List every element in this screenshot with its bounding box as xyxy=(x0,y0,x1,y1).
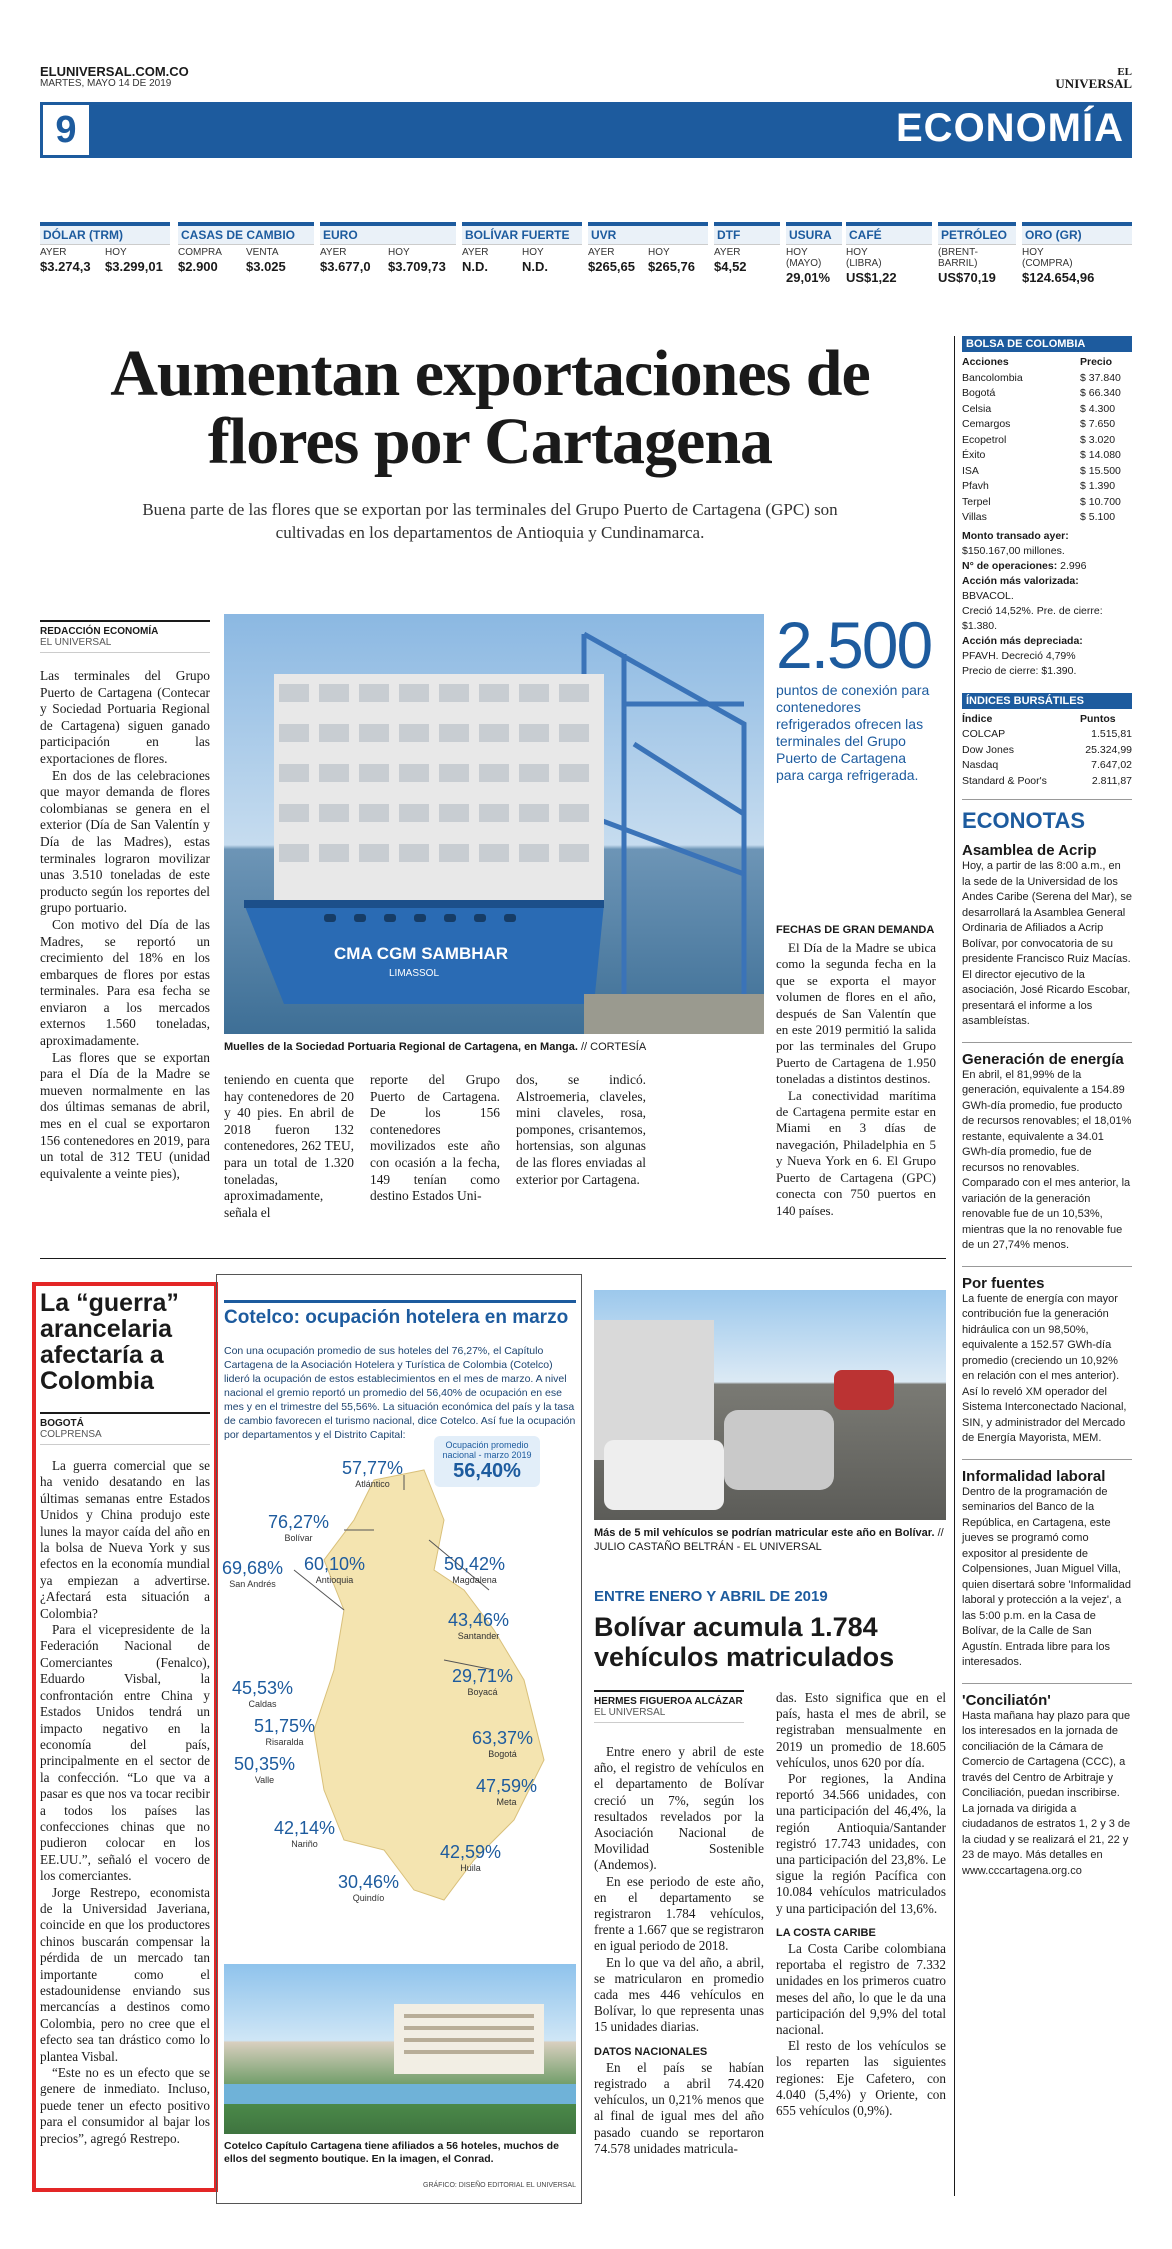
map-region: Huila xyxy=(460,1863,481,1873)
ticker-label: AYER xyxy=(588,247,615,258)
stat-label: Acción más valorizada: xyxy=(962,574,1079,587)
index-points: 2.811,87 xyxy=(1091,774,1132,787)
para: Entre enero y abril de este año, el registro de vehículos en el departamento de Bolívar creció un 7%, según los resultados revelados por la Asociación Nacional de Movilidad Sostenible (Andemos). xyxy=(594,1744,764,1873)
main-col2: teniendo en cuenta que hay contenedores de 20 y 40 pies. En abril de 2018 fueron 132 contenedores, 262 TEU, para un total de 1.320 toneladas, aproximadamente, señala el xyxy=(224,1072,354,1220)
stat-value: Precio de cierre: $1.390. xyxy=(962,664,1077,677)
ticker-name: DÓLAR (TRM) xyxy=(40,226,170,245)
ticker xyxy=(462,222,582,282)
stock-price: $ 5.100 xyxy=(1080,511,1116,523)
ticker-label: HOY xyxy=(522,247,544,258)
ticker xyxy=(846,222,932,285)
market-stats xyxy=(962,529,1132,679)
ship-port: LIMASSOL xyxy=(389,968,440,979)
ticker-value: $2.900 xyxy=(178,259,218,274)
econota-text: Dentro de la programación de seminarios del Banco de la República, en Cartagena, este jueves se programó como expositor al presidente de Colpensiones, Juan Miguel Villa, quien disertará sobre 'Informalidad laboral y protección a la vejez', a las 5:00 p.m. en la Casa de Bolívar, de la Calle de San Agustín. Entrada libre para los interesados. xyxy=(962,1485,1132,1668)
stock-price: $ 7.650 xyxy=(1080,418,1116,430)
byline-source: COLPRENSA xyxy=(40,1429,210,1445)
para: Con motivo del Día de las Madres, se reportó un crecimiento del 18% en los embarques de flores por estas terminales. Para esa fecha se enviaron a los mercados externos 1.560 toneladas, aproximadamente. xyxy=(40,916,210,1049)
big-number-text: puntos de conexión para contenedores refrigerados ofrecen las terminales del Grupo Puerto de Cartagena para carga refrigerada. xyxy=(776,682,930,783)
byline-source: EL UNIVERSAL xyxy=(594,1707,744,1723)
guerra-byline-block xyxy=(40,1412,210,1445)
issue-date: MARTES, MAYO 14 DE 2019 xyxy=(40,78,172,89)
ticker-label: HOY (COMPRA) xyxy=(1022,247,1073,269)
map-region: Bolívar xyxy=(284,1533,313,1543)
para: Para el vicepresidente de la Federación Nacional de Comerciantes (Fenalco), Eduardo Visbal, la confrontación entre China y Estados Unidos tendrá un impacto negativo en la economía del país, principalmente en el sector de la confección. “Lo que va a pasar es que nos va tocar recibir a todos los países las confecciones chinas que no pudieron colocar en los EE.UU.”, señaló el vocero de los comerciantes. xyxy=(40,1622,210,1884)
bolsa-title: BOLSA DE COLOMBIA xyxy=(962,336,1132,352)
ticker-label: HOY xyxy=(105,247,127,258)
map-region: Valle xyxy=(254,1775,275,1785)
map-label: 42,14% Nariño xyxy=(274,1820,335,1852)
map-label: 30,46% Quindío xyxy=(338,1874,399,1906)
ticker-value xyxy=(747,259,780,274)
ticker-value: $124.654,96 xyxy=(1022,270,1095,285)
para: La guerra comercial que se ha venido desatando en las últimas semanas entre Estados Unidos y China produjo este lunes la mayor caída del año en la bolsa de Nueva York y sus efectos en la economía mundial ya empiezan a advertirse. ¿Afectará esta situación a Colombia? xyxy=(40,1458,210,1621)
vehicles-photo xyxy=(594,1290,946,1520)
para: En ese periodo de este año, en el departamento se registraron 1.784 vehículos, frente a 1.667 que se registraron en igual periodo de 2018. xyxy=(594,1873,764,1954)
stock-name: Bogotá xyxy=(962,387,996,399)
ticker-name: CASAS DE CAMBIO xyxy=(178,226,314,245)
ticker xyxy=(320,222,456,282)
ticker-value: $3.025 xyxy=(246,259,286,274)
para: El Día de la Madre se ubica como la segunda fecha en la que se exporta el mayor volumen de flores en el año, después de San Valentín que en este 2019 permitió la salida por las terminales del Grupo Puerto de Cartagena de 1.950 toneladas a distintos destinos. xyxy=(776,940,936,1087)
map-label: 43,46% Santander xyxy=(448,1612,509,1644)
stat-label: Acción más depreciada: xyxy=(962,634,1083,647)
subhead: DATOS NACIONALES xyxy=(594,2045,708,2058)
ticker-label: HOY xyxy=(388,247,410,258)
guerra-headline: La “guerra” arancelaria afectaría a Colombia xyxy=(40,1289,179,1395)
para: Las flores que se exportan para el Día de la Madre se mueven normalmente en las dos últimas semanas de abril, mes en el cual se exportaron 156 contenedores en 2019, para un total de 312 TEU (unidad equivalente a veinte pies), xyxy=(40,1049,210,1181)
ticker-label: AYER xyxy=(320,247,347,258)
cotelco-title: Cotelco: ocupación hotelera en marzo xyxy=(224,1300,576,1329)
ticker-name: CAFÉ xyxy=(846,226,932,245)
stat-value: BBVACOL. xyxy=(962,589,1014,602)
map-label: 50,42% Magdalena xyxy=(444,1556,505,1588)
stat-label: N° de operaciones: xyxy=(962,559,1058,572)
vehicles-headline: Bolívar acumula 1.784 vehículos matriculados xyxy=(594,1612,895,1672)
map-region: Antioquia xyxy=(315,1575,354,1585)
vehicles-photo-graphic xyxy=(594,1290,946,1520)
ticker-label xyxy=(747,247,780,258)
col-a: Acciones xyxy=(962,356,1009,368)
para: Las terminales del Grupo Puerto de Cartagena (Contecar y Sociedad Portuaria Regional de Cartagena) siguen ganado participación en las exportaciones de flores. xyxy=(40,668,210,766)
ticker-label: VENTA xyxy=(246,247,279,258)
ticker-label xyxy=(978,247,1016,269)
col-b: Precio xyxy=(1080,356,1113,368)
econotas-title: ECONOTAS xyxy=(962,799,1132,834)
econota-title: 'Conciliatón' xyxy=(962,1683,1132,1709)
avg-value: 56,40% xyxy=(453,1460,521,1482)
map-region: Meta xyxy=(496,1797,517,1807)
vehicles-col2 xyxy=(776,1690,946,2119)
caption-text: Más de 5 mil vehículos se podrían matricular este año en Bolívar. xyxy=(594,1527,935,1539)
indices-header xyxy=(962,712,1132,728)
ticker xyxy=(786,222,842,285)
col-a: Índice xyxy=(962,712,993,725)
sidebar xyxy=(962,336,1132,1879)
stat-value: PFAVH. Decreció 4,79% xyxy=(962,649,1076,662)
indices-title: ÍNDICES BURSÁTILES xyxy=(962,693,1132,709)
ticker-label: AYER xyxy=(714,247,741,258)
main-headline: Aumentan exportaciones de flores por Cartagena xyxy=(110,337,870,478)
sidehead: FECHAS DE GRAN DEMANDA xyxy=(776,924,935,936)
hotel-caption: Cotelco Capítulo Cartagena tiene afiliados a 56 hoteles, muchos de ellos del segmento boutique. En la imagen, el Conrad. xyxy=(224,2140,559,2165)
stock-price: $ 15.500 xyxy=(1080,464,1121,477)
ticker-label: HOY (MAYO) xyxy=(786,247,822,269)
econota-title: Informalidad laboral xyxy=(962,1459,1132,1485)
side-text xyxy=(776,940,936,1219)
stock-price: $ 4.300 xyxy=(1080,402,1116,415)
stat-value: 2.996 xyxy=(1060,559,1087,572)
index-name: COLCAP xyxy=(962,728,1006,740)
map-label: 29,71% Boyacá xyxy=(452,1668,513,1700)
map-label: 69,68% San Andrés xyxy=(222,1560,283,1592)
map-label: 57,77% Atlántico xyxy=(342,1460,403,1492)
graphic-credit: GRÁFICO: DISEÑO EDITORIAL EL UNIVERSAL xyxy=(423,2182,576,2189)
map-region: Boyacá xyxy=(467,1687,498,1697)
ticker-value: $3.709,73 xyxy=(388,259,446,274)
guerra-body xyxy=(40,1458,210,2147)
index-points: 25.324,99 xyxy=(1085,743,1132,756)
map-region: Quindío xyxy=(352,1893,385,1903)
vehicles-kicker: ENTRE ENERO Y ABRIL DE 2019 xyxy=(594,1588,828,1605)
stock-row xyxy=(962,510,1132,526)
avg-badge xyxy=(434,1436,540,1487)
map-region: Magdalena xyxy=(452,1575,497,1585)
stock-row xyxy=(962,464,1132,480)
para: En lo que va del año, a abril, se matricularon en promedio cada mes 446 vehículos en Bolívar, lo que representa unas 15 unidades diarias. xyxy=(594,1954,764,2035)
ticker-label: HOY (LIBRA) xyxy=(846,247,882,269)
ticker xyxy=(40,222,170,282)
logo xyxy=(1055,66,1132,90)
stock-price: $ 3.020 xyxy=(1080,433,1116,446)
map-region: Nariño xyxy=(291,1839,318,1849)
para: Jorge Restrepo, economista de la Universidad Javeriana, coincide en que los productores chinos buscarán compensar la pérdida de un mercado tan importante como el estadounidense enviando sus mercancías a destinos como Colombia, pero no cree que el efecto sea tan drástico como lo plantea Visbal. xyxy=(40,1884,210,2064)
cotelco-text: Con una ocupación promedio de sus hoteles del 76,27%, el Capítulo Cartagena de la Asociación Hotelera y Turística de Colombia (Cotelco) lideró la ocupación de estos establecimientos en el mes de marzo. A nivel nacional el gremio reportó un promedio del 56,40% de ocupación en ese mes y en el trimestre del 55,56%. La situación económica del país y la tasa de cambio favorecen el turismo nacional, dice Cotelco. Así fue la ocupación por departamentos y el Distrito Capital: xyxy=(224,1345,576,1441)
ticker xyxy=(714,222,780,282)
map-region: Atlántico xyxy=(355,1479,390,1489)
caption-credit: // JULIO CASTAÑO BELTRÁN - EL UNIVERSAL xyxy=(594,1527,944,1553)
main-col1 xyxy=(40,668,210,1182)
byline-source: EL UNIVERSAL xyxy=(40,637,210,653)
caption-credit: // CORTESÍA xyxy=(581,1041,647,1053)
main-col4: dos, se indicó. Alstroemeria, claveles, mini claveles, rosa, pompones, crisantemos, hortensias, son algunas de las flores enviadas al exterior por Cartagena. xyxy=(516,1072,646,1187)
map-region: Santander xyxy=(457,1631,500,1641)
econota-title: Generación de energía xyxy=(962,1042,1132,1068)
para: “Este no es un efecto que se genere de inmediato. Incluso, puede tener un efecto positivo para el consumidor al bajar los precios”, agregó Restrepo. xyxy=(40,2065,210,2146)
main-col3: reporte del Grupo Puerto de Cartagena. De los 156 contenedores movilizados este año con ocasión a la fecha, 149 tenían como destino Estados Uni- xyxy=(370,1072,500,1204)
stock-price: $ 66.340 xyxy=(1080,387,1121,399)
map-label: 42,59% Huila xyxy=(440,1844,501,1876)
stocks-header xyxy=(962,355,1132,371)
stock-price: $ 1.390 xyxy=(1080,480,1116,492)
stock-name: ISA xyxy=(962,464,979,477)
index-points: 1.515,81 xyxy=(1091,728,1132,740)
indices-table xyxy=(962,727,1132,789)
index-points: 7.647,02 xyxy=(1091,759,1132,771)
page-number: 9 xyxy=(40,102,92,158)
stock-name: Pfavh xyxy=(962,480,989,492)
map-region: Bogotá xyxy=(488,1749,517,1759)
ticker xyxy=(588,222,708,282)
ticker-value: $3.274,3 xyxy=(40,259,91,274)
stock-row xyxy=(962,417,1132,433)
ticker-value: $3.299,01 xyxy=(105,259,163,274)
econota-title: Asamblea de Acrip xyxy=(962,842,1097,859)
para: En el país se habían registrado a abril 74.420 vehículos, un 0,21% menos que al final de igual mes del año pasado cuando se reportaron 74.578 unidades matricula- xyxy=(594,2059,764,2156)
index-row xyxy=(962,743,1132,759)
logo-bottom: UNIVERSAL xyxy=(1055,76,1132,91)
ticker-label xyxy=(821,247,842,269)
vehicles-byline-block xyxy=(594,1690,744,1723)
map-label: 47,59% Meta xyxy=(476,1778,537,1810)
ticker-value xyxy=(996,270,1016,285)
ticker-value: US$70,19 xyxy=(938,270,996,285)
ticker-value: $3.677,0 xyxy=(320,259,371,274)
ticker-value: $4,52 xyxy=(714,259,747,274)
para: En dos de las celebraciones que mayor demanda de flores colombianas se genera en el exterior (Día de San Valentín y Día de las Madres), estas terminales lograron movilizar unas 3.510 toneladas de este producto según los reportes del grupo portuario. xyxy=(40,767,210,916)
stock-row xyxy=(962,386,1132,402)
para: das. Esto significa que en el país, hasta el mes de abril, se registraban mensualmente en 2019 un promedio de 18.605 vehículos, unos 620 por día. xyxy=(776,1690,946,1770)
ticker-label xyxy=(1077,247,1132,269)
stock-name: Villas xyxy=(962,511,987,523)
econota-text: En abril, el 81,99% de la generación, equivalente a 154.89 GWh-día promedio, fue producto de recursos renovables; el 18,01% restante, equivalente a 34.01 GWh-día promedio, fue de recursos no renovables. Comparado con el mes anterior, la variación de la generación renovable fue de un 10,53%, mientras que la no renovable fue de un 27,74% menos. xyxy=(962,1068,1132,1251)
ticker-label: AYER xyxy=(462,247,489,258)
stock-row xyxy=(962,371,1132,387)
ticker-value: N.D. xyxy=(462,259,488,274)
byline: REDACCIÓN ECONOMÍA xyxy=(40,620,210,637)
stock-row xyxy=(962,448,1132,464)
ticker-value: $265,65 xyxy=(588,259,635,274)
map-label: 51,75% Risaralda xyxy=(254,1718,315,1750)
big-number: 2.500 xyxy=(776,608,932,682)
stock-row xyxy=(962,402,1132,418)
site-url: ELUNIVERSAL.COM.CO xyxy=(40,64,189,79)
econota-text: Hoy, a partir de las 8:00 a.m., en la sede de la Universidad de los Andes Caribe (Serena del Mar), se desarrollará la Asamblea General Ordinaria de Afiliados a Acrip Bolívar, por convocatoria de su presidente Francisco Ruiz Macías. El director ejecutivo de la asociación, José Ricardo Escobar, presentará el informe a los asambleístas. xyxy=(962,860,1132,1027)
byline: BOGOTÁ xyxy=(40,1412,210,1429)
para: La conectividad marítima de Cartagena permite estar en Miami en 3 días de navegación, Philadelphia en 5 y Nueva York en 6. El Grupo Puerto de Cartagena (GPC) conecta con 750 puertos en 140 países. xyxy=(776,1087,936,1218)
sidebar-divider xyxy=(954,336,955,2196)
econotas-list xyxy=(962,842,1132,1879)
map-label: 76,27% Bolívar xyxy=(268,1514,329,1546)
ticker-name: USURA xyxy=(786,226,842,245)
stock-name: Bancolombia xyxy=(962,371,1023,384)
ticker-name: DTF xyxy=(714,226,780,245)
ticker-label: AYER xyxy=(40,247,67,258)
econota-title: Por fuentes xyxy=(962,1266,1132,1292)
index-row xyxy=(962,774,1132,790)
port-photo-graphic xyxy=(224,614,764,1034)
col-b: Puntos xyxy=(1080,712,1116,725)
index-name: Standard & Poor's xyxy=(962,774,1047,787)
index-row xyxy=(962,727,1132,743)
caption-text: Muelles de la Sociedad Portuaria Regional de Cartagena, en Manga. xyxy=(224,1041,578,1053)
stocks-table xyxy=(962,371,1132,526)
ticker-label: HOY xyxy=(648,247,670,258)
stock-name: Terpel xyxy=(962,495,991,508)
ticker-name: UVR xyxy=(588,226,708,245)
hotel-photo-graphic xyxy=(224,1964,576,2134)
map-region: Caldas xyxy=(248,1699,277,1709)
para: El resto de los vehículos se los reparten las siguientes regiones: Eje Cafetero, con 4.040 (5,4%) y Oriente, con 655 vehículos (0,9%). xyxy=(776,2038,946,2119)
byline: HERMES FIGUEROA ALCÁZAR xyxy=(594,1690,744,1707)
stock-name: Ecopetrol xyxy=(962,433,1007,446)
port-photo-caption xyxy=(224,1040,764,1054)
stock-price: $ 14.080 xyxy=(1080,449,1121,461)
stock-price: $ 10.700 xyxy=(1080,495,1121,508)
ticker-label: COMPRA xyxy=(178,247,222,258)
stat-value: $150.167,00 millones. xyxy=(962,544,1065,557)
map-label: 63,37% Bogotá xyxy=(472,1730,533,1762)
stock-price: $ 37.840 xyxy=(1080,371,1121,384)
ticker-value xyxy=(897,270,932,285)
avg-label: Ocupación promedio nacional - marzo 2019 xyxy=(442,1440,532,1460)
ticker xyxy=(178,222,314,282)
port-photo xyxy=(224,614,764,1034)
ticker xyxy=(938,222,1016,285)
index-name: Nasdaq xyxy=(962,759,999,771)
subhead: LA COSTA CARIBE xyxy=(776,1926,876,1939)
ticker-value xyxy=(1094,270,1132,285)
hotel-photo xyxy=(224,1964,576,2134)
ticker-name: ORO (GR) xyxy=(1022,226,1132,245)
ticker-value: US$1,22 xyxy=(846,270,897,285)
index-row xyxy=(962,758,1132,774)
para: Por regiones, la Andina reportó 34.566 unidades, con una participación del 46,4%, la región Antioquia/Santander registró 17.743 unidades, con una participación del 23,8%. Le sigue la región Pacífica con 10.084 vehículos matriculados y una participación del 13,6%. xyxy=(776,1771,946,1916)
map-label: 45,53% Caldas xyxy=(232,1680,293,1712)
ticker-value: $265,76 xyxy=(648,259,695,274)
map-region: San Andrés xyxy=(229,1579,276,1589)
econota-text: Hasta mañana hay plazo para que los interesados en la jornada de conciliación de la Cámara de Comercio de Cartagena (CCC), a través del Centro de Arbitraje y Conciliación, puedan inscribirse. La jornada va dirigida a ciudadanos de estratos 1, 2 y 3 de la ciudad y se realizará el 21, 22 y 23 de mayo. Más detalles en www.cccartagena.org.co xyxy=(962,1709,1131,1877)
colombia-map xyxy=(222,1440,576,1960)
logo-top: EL xyxy=(1117,66,1132,78)
ticker-value: 29,01% xyxy=(786,270,831,285)
ticker-value xyxy=(830,270,842,285)
map-label: 60,10% Antioquia xyxy=(304,1556,365,1588)
map-region: Risaralda xyxy=(265,1737,304,1747)
vehicles-col1 xyxy=(594,1744,764,2157)
main-deck: Buena parte de las flores que se exportan por las terminales del Grupo Puerto de Cartagena (GPC) son cultivadas en los departamentos de Antioquia y Cundinamarca. xyxy=(142,500,838,542)
ticker-name: PETRÓLEO xyxy=(938,226,1016,245)
section-title: ECONOMÍA xyxy=(896,106,1124,150)
stat-value: Creció 14,52%. Pre. de cierre: $1.380. xyxy=(962,604,1103,632)
stock-row xyxy=(962,433,1132,449)
econota-text: La fuente de energía con mayor contribución fue la generación hidráulica con un 98,50%, equivalente a 152.57 GWh-día promedio (creciendo un 10,92% en relación con el mes anterior). Así lo reveló XM operador del Sistema Interconectado Nacional, SIN, y administrador del Mercado de Energía Mayorista, MEM. xyxy=(962,1292,1127,1444)
index-name: Dow Jones xyxy=(962,743,1014,756)
ticker-name: BOLÍVAR FUERTE xyxy=(462,226,582,245)
stat-label: Monto transado ayer: xyxy=(962,529,1069,542)
ship-name: CMA CGM SAMBHAR xyxy=(334,944,509,963)
vehicles-caption xyxy=(594,1526,946,1554)
stock-row xyxy=(962,479,1132,495)
ticker-label xyxy=(889,247,932,269)
ticker xyxy=(1022,222,1132,285)
main-byline-block xyxy=(40,620,210,653)
stock-name: Celsia xyxy=(962,402,992,415)
ticker-label: (BRENT-BARRIL) xyxy=(938,247,978,269)
ticker-value: N.D. xyxy=(522,259,548,274)
para: La Costa Caribe colombiana reportaba el registro de 7.332 unidades en los primeros cuatro meses del año, lo que le da una participación del 9,9% del total nacional. xyxy=(776,1941,946,2038)
stock-name: Cemargos xyxy=(962,418,1011,430)
stock-row xyxy=(962,495,1132,511)
map-label: 50,35% Valle xyxy=(234,1756,295,1788)
ticker-name: EURO xyxy=(320,226,456,245)
divider xyxy=(40,1258,946,1259)
stock-name: Éxito xyxy=(962,449,986,461)
